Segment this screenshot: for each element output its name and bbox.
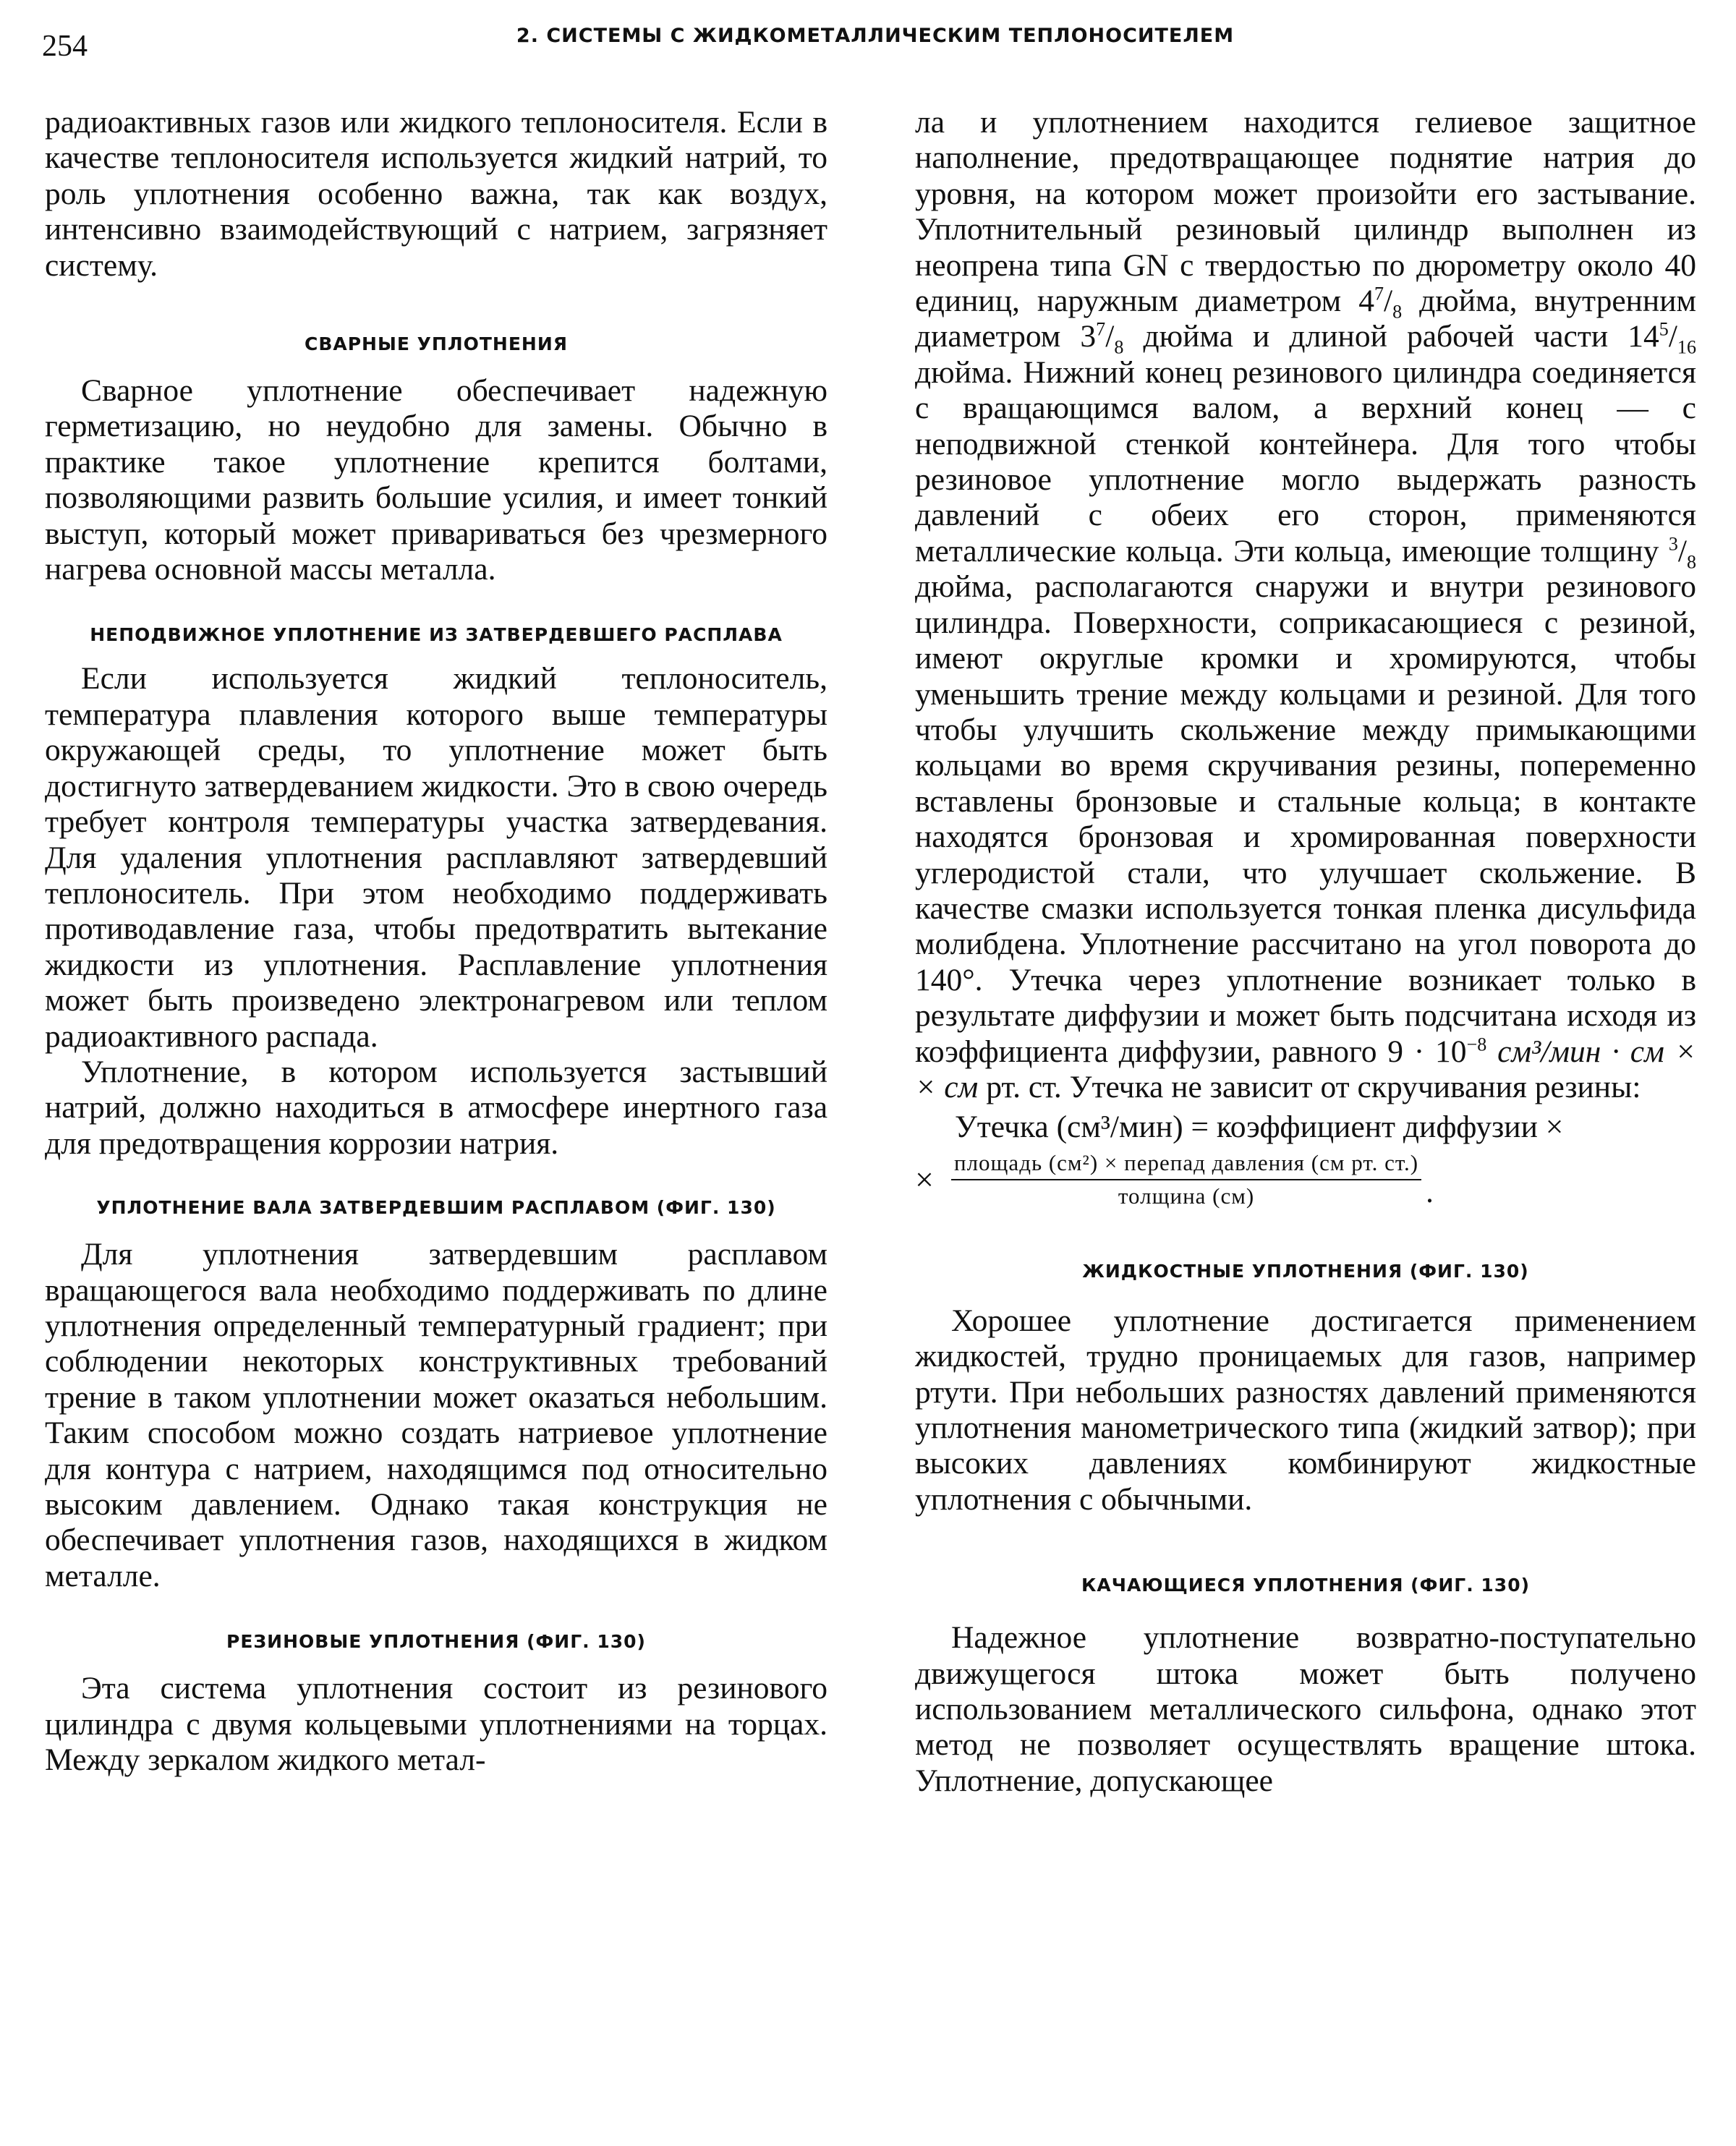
formula-denominator: толщина (см) [1118, 1183, 1255, 1209]
formula-fraction [951, 1149, 1421, 1211]
leak-formula [915, 1110, 1696, 1210]
shaft-paragraph: Для уплотнения затвердевшим расплавом вращающегося вала необходимо поддерживать по длине уплотнения определенный температурный градиент; при соблюдении некоторых конструктивных требований трение в таком уплотнении может оказаться небольшим. Таким способом можно создать натриевое уплотнение для контура с натрием, находящимся под относительно высоким давлением. Однако такая конструкция не обеспечивает уплотнения газов, находящихся в жидком металле. [45, 1237, 827, 1593]
intro-paragraph: радиоактивных газов или жидкого теплоносителя. Если в качестве теплоносителя используется жидкий натрий, то роль уплотнения особенно важна, так как воздух, интенсивно взаимодействующий с натрием, загрязняет систему. [45, 105, 827, 283]
formula-period: . [1426, 1175, 1434, 1210]
formula-line-1: Утечка (см³/мин) = коэффициент диффузии × [955, 1110, 1564, 1145]
page-number: 254 [42, 30, 88, 63]
rubber-continuation-paragraph: ла и уплотнением находится гелиевое защитное наполнение, предотвращающее поднятие натрия до уровня, на котором может произойти его застывание. Уплотнительный резиновый цилиндр выполнен из неопрена типа GN с твердостью по дюрометру около 40 единиц, наружным диаметром $4^7/_8$ дюйма, внутренним диаметром $3^7/_8$ дюйма и длиной рабочей части $14^5/_{16}$ дюйма. Нижний конец резинового цилиндра соединяется с вращающимся валом, а верхний конец — с неподвижной стенкой контейнера. Для того чтобы резиновое уплотнение могло выдержать разность давлений с обеих его сторон, применяются металлические кольца. Эти кольца, имеющие толщину $^3/_8$ дюйма, располагаются снаружи и внутри резинового цилиндра. Поверхности, соприкасающиеся с резиной, имеют округлые кромки и хромируются, чтобы уменьшить трение между кольцами и резиной. Для того чтобы улучшить скольжение между примыкающими кольцами во время скручивания резины, попеременно вставлены бронзовые и стальные кольца; в контакте находятся бронзовая и хромированная поверхности углеродистой стали, что улучшает скольжение. В качестве смазки используется тонкая пленка дисульфида молибдена. Уплотнение рассчитано на угол поворота до 140°. Утечка через уплотнение возникает только в результате диффузии и может быть подсчитана исходя из коэффициента диффузии, равного $9 \cdot 10^{-8}$ см³/мин · см × × см рт. ст. Утечка не зависит от скручивания резины: [915, 105, 1697, 1104]
running-title: 2. СИСТЕМЫ С ЖИДКОМЕТАЛЛИЧЕСКИМ ТЕПЛОНОСИТЕЛЕМ [516, 25, 1235, 47]
liquid-paragraph: Хорошее уплотнение достигается применением жидкостей, трудно проницаемых для газов, например ртути. При небольших разностях давлений применяются уплотнения манометрического типа (жидкий затвор); при высоких давлениях комбинируют жидкостные уплотнения с обычными. [915, 1303, 1696, 1517]
rubber-paragraph: Эта система уплотнения состоит из резинового цилиндра с двумя кольцевыми уплотнениями на торцах. Между зеркалом жидкого метал- [45, 1671, 827, 1778]
right-column [915, 105, 1696, 1799]
left-column [45, 105, 827, 1778]
frozen-paragraph-1: Если используется жидкий теплоноситель, температура плавления которого выше температуры окружающей среды, то уплотнение может быть достигнуто затвердеванием жидкости. Это в свою очередь требует контроля температуры участка затвердевания. Для удаления уплотнения расплавляют затвердевший теплоноситель. При этом необходимо поддерживать противодавление газа, чтобы предотвратить вытекание жидкости из уплотнения. Расплавление уплотнения может быть произведено электронагревом или теплом радиоактивного распада. [45, 661, 827, 1054]
section-heading-frozen: НЕПОДВИЖНОЕ УПЛОТНЕНИЕ ИЗ ЗАТВЕРДЕВШЕГО РАСПЛАВА [90, 624, 783, 646]
rocking-paragraph: Надежное уплотнение возвратно-поступательно движущегося штока может быть получено использованием металлического сильфона, однако этот метод не позволяет осуществлять вращение штока. Уплотнение, допускающее [915, 1620, 1696, 1798]
section-heading-rocking: КАЧАЮЩИЕСЯ УПЛОТНЕНИЯ (ФИГ. 130) [1081, 1575, 1531, 1596]
formula-line-2 [915, 1149, 1696, 1211]
formula-numerator: площадь (см²) × перепад давления (см рт. ст.) [951, 1149, 1421, 1180]
section-heading-liquid: ЖИДКОСТНЫЕ УПЛОТНЕНИЯ (ФИГ. 130) [1082, 1260, 1529, 1282]
section-heading-rubber: РЕЗИНОВЫЕ УПЛОТНЕНИЯ (ФИГ. 130) [226, 1631, 646, 1653]
frozen-paragraph-2: Уплотнение, в котором используется застывший натрий, должно находиться в атмосфере инертного газа для предотвращения коррозии натрия. [45, 1054, 827, 1161]
section-heading-shaft: УПЛОТНЕНИЕ ВАЛА ЗАТВЕРДЕВШИМ РАСПЛАВОМ (ФИГ. 130) [96, 1197, 776, 1219]
formula-times-sign: × [915, 1161, 934, 1198]
welded-paragraph: Сварное уплотнение обеспечивает надежную герметизацию, но неудобно для замены. Обычно в практике такое уплотнение крепится болтами, позволяющими развить большие усилия, и имеет тонкий выступ, который может привариваться без чрезмерного нагрева основной массы металла. [45, 373, 827, 587]
section-heading-welded: СВАРНЫЕ УПЛОТНЕНИЯ [304, 333, 569, 355]
